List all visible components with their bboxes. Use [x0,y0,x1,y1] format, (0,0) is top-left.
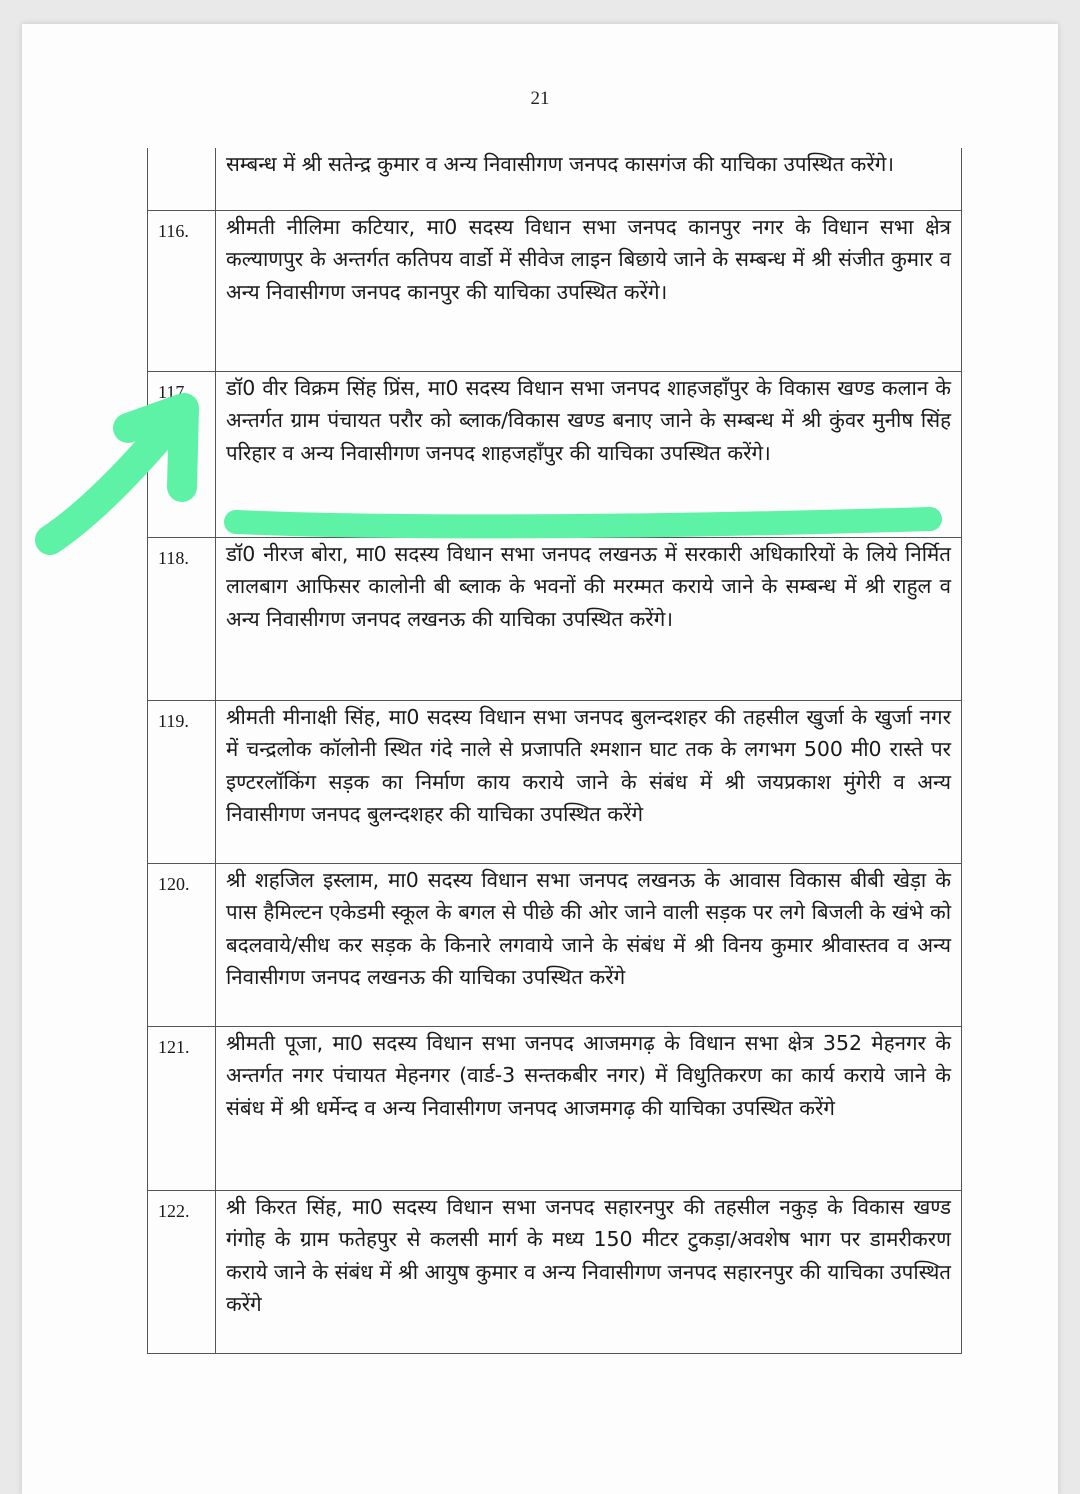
table-row [148,537,962,700]
table-row [148,148,962,210]
row-text: श्रीमती मीनाक्षी सिंह, मा0 सदस्य विधान सभा जनपद बुलन्दशहर की तहसील खुर्जा के खुर्जा नगर में चन्द्रलोक कॉलोनी स्थित गंदे नाले से प्रजापति श्मशान घाट तक के लगभग 500 मी0 रास्ते पर इण्टरलॉकिंग सड़क का निर्माण काय कराये जाने के संबंध में श्री जयप्रकाश मुंगेरी व अन्य निवासीगण जनपद बुलन्दशहर की याचिका उपस्थित करेंगे [216,700,962,863]
table-row [148,700,962,863]
table-row [148,1190,962,1353]
row-text: डॉ0 नीरज बोरा, मा0 सदस्य विधान सभा जनपद लखनऊ में सरकारी अधिकारियों के लिये निर्मित लालबाग आफिसर कालोनी बी ब्लाक के भवनों की मरम्मत कराये जाने के सम्बन्ध में श्री राहुल व अन्य निवासीगण जनपद लखनऊ की याचिका उपस्थित करेंगे। [216,537,962,700]
row-text: सम्बन्ध में श्री सतेन्द्र कुमार व अन्य निवासीगण जनपद कासगंज की याचिका उपस्थित करेंगे। [216,148,962,210]
row-text: डॉ0 वीर विक्रम सिंह प्रिंस, मा0 सदस्य विधान सभा जनपद शाहजहाँपुर के विकास खण्ड कलान के अन्तर्गत ग्राम पंचायत परौर को ब्लाक/विकास खण्ड बनाए जाने के सम्बन्ध में श्री कुंवर मुनीष सिंह परिहार व अन्य निवासीगण जनपद शाहजहाँपुर की याचिका उपस्थित करेंगे। [216,371,962,537]
agenda-table [147,148,962,1354]
row-number: 119. [148,700,216,863]
row-text: श्री किरत सिंह, मा0 सदस्य विधान सभा जनपद सहारनपुर की तहसील नकुड़ के विकास खण्ड गंगोह के ग्राम फतेहपुर से कलसी मार्ग के मध्य 150 मीटर टुकड़ा/अवशेष भाग पर डामरीकरण कराये जाने के संबंध में श्री आयुष कुमार व अन्य निवासीगण जनपद सहारनपुर की याचिका उपस्थित करेंगे [216,1190,962,1353]
row-text: श्रीमती नीलिमा कटियार, मा0 सदस्य विधान सभा जनपद कानपुर नगर के विधान सभा क्षेत्र कल्याणपुर के अन्तर्गत कतिपय वार्डो में सीवेज लाइन बिछाये जाने के सम्बन्ध में श्री संजीत कुमार व अन्य निवासीगण जनपद कानपुर की याचिका उपस्थित करेंगे। [216,210,962,371]
row-number [148,148,216,210]
row-number: 122. [148,1190,216,1353]
table-row [148,1026,962,1190]
table-row [148,371,962,537]
row-number: 118. [148,537,216,700]
page-number: 21 [530,88,550,109]
row-text: श्री शहजिल इस्लाम, मा0 सदस्य विधान सभा जनपद लखनऊ के आवास विकास बीबी खेड़ा के पास हैमिल्टन एकेडमी स्कूल के बगल से पीछे की ओर जाने वाली सड़क पर लगे बिजली के खंभे को बदलवाये/सीध कर सड़क के किनारे लगवाये जाने के संबंध में श्री विनय कुमार श्रीवास्तव व अन्य निवासीगण जनपद लखनऊ की याचिका उपस्थित करेंगे [216,863,962,1026]
row-text: श्रीमती पूजा, मा0 सदस्य विधान सभा जनपद आजमगढ़ के विधान सभा क्षेत्र 352 मेहनगर के अन्तर्गत नगर पंचायत मेहनगर (वार्ड-3 सन्तकबीर नगर) में विधुतिकरण का कार्य कराये जाने के संबंध में श्री धर्मेन्द व अन्य निवासीगण जनपद आजमगढ़ की याचिका उपस्थित करेंगे [216,1026,962,1190]
row-number: 120. [148,863,216,1026]
row-number: 116. [148,210,216,371]
row-number: 121. [148,1026,216,1190]
table-row [148,210,962,371]
row-number: 117. [148,371,216,537]
table-row [148,863,962,1026]
